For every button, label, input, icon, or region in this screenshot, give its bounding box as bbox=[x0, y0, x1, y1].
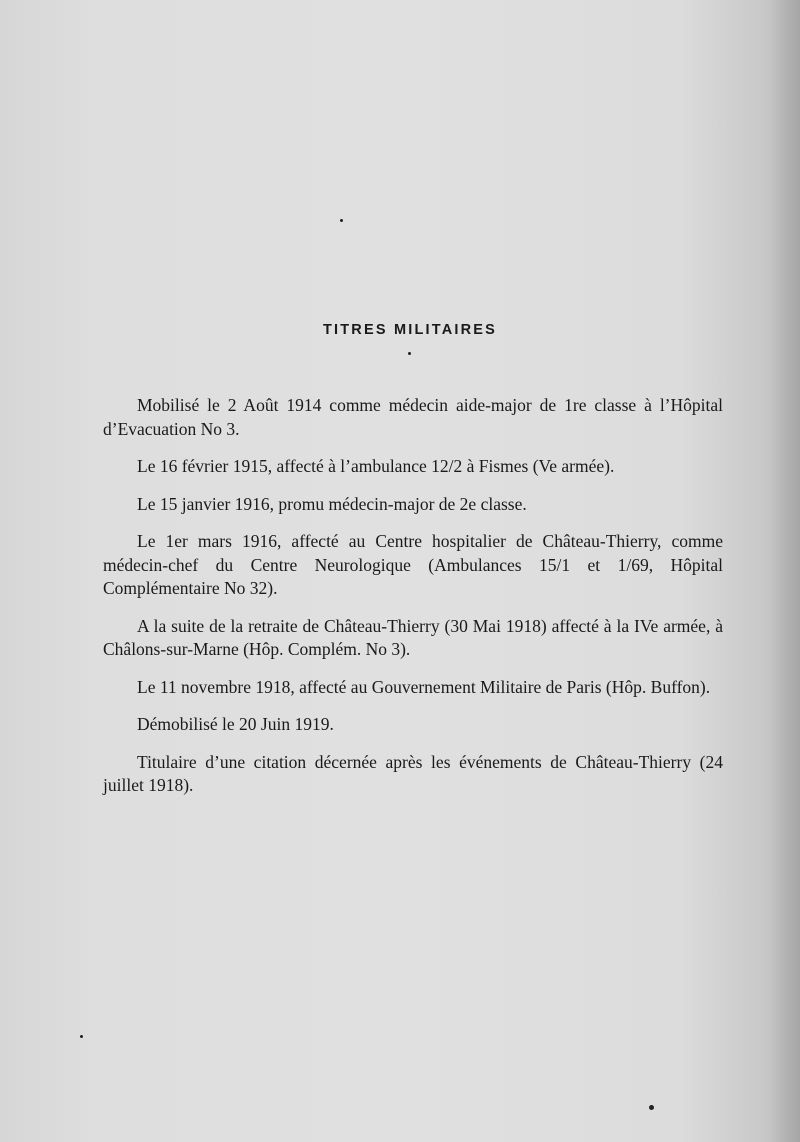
page-edge-shadow bbox=[770, 0, 800, 1142]
paragraph-promotion: Le 15 janvier 1916, promu médecin-major de 2e classe. bbox=[137, 493, 527, 514]
ink-speck bbox=[649, 1105, 654, 1110]
ink-speck bbox=[80, 1035, 83, 1038]
paragraph-fismes: Le 16 février 1915, affecté à l’ambulance 12/2 à Fismes (Ve armée). bbox=[137, 456, 615, 476]
paragraph-mobilisation: Mobilisé le 2 Août 1914 comme médecin aide-major de 1re classe à l’Hôpital d’Evacuation No 3. bbox=[103, 395, 723, 439]
document-body bbox=[103, 394, 723, 812]
paragraph-paris: Le 11 novembre 1918, affecté au Gouvernement Militaire de Paris (Hôp. Buffon). bbox=[137, 676, 711, 697]
ink-speck bbox=[408, 352, 411, 355]
ink-speck bbox=[340, 219, 343, 222]
paragraph-demobilisation: Démobilisé le 20 Juin 1919. bbox=[137, 714, 334, 734]
paragraph-retraite: A la suite de la retraite de Château-Thierry (30 Mai 1918) affecté à la IVe armée, à Châlons-sur-Marne (Hôp. Complém. No 3). bbox=[103, 615, 723, 659]
paragraph-citation: Titulaire d’une citation décernée après les événements de Château-Thierry (24 juillet 1918). bbox=[103, 751, 723, 795]
paragraph-chateau-thierry: Le 1er mars 1916, affecté au Centre hospitalier de Château-Thierry, comme médecin-chef du Centre Neurologique (Ambulances 15/1 et 1/69, Hôpital Complémentaire No 32). bbox=[103, 531, 723, 598]
page-heading: TITRES MILITAIRES bbox=[322, 322, 498, 338]
